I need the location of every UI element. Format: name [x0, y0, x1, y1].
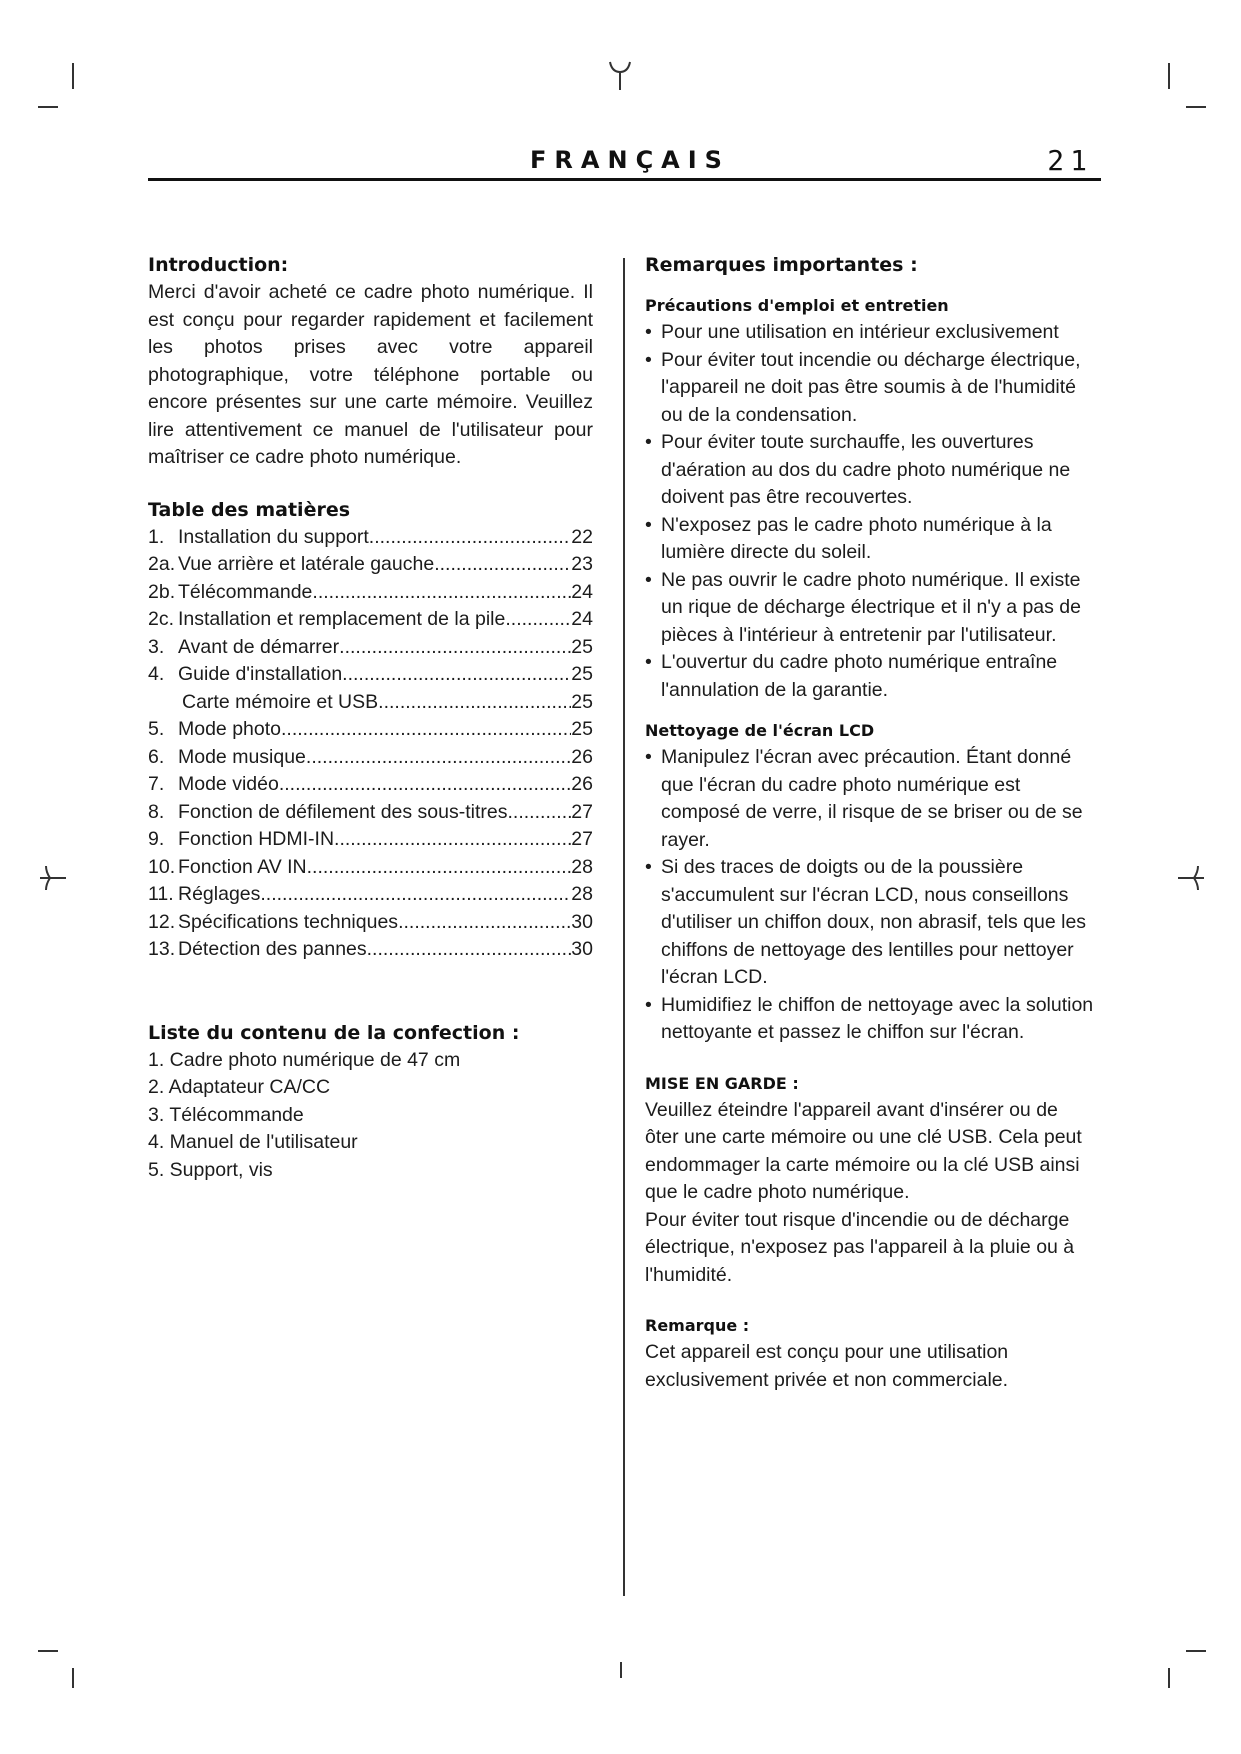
crop-mark: [38, 1650, 58, 1652]
toc-item-page: 24: [571, 580, 593, 603]
toc-item-label: Télécommande: [178, 580, 313, 603]
contents-list-heading: Liste du contenu de la confection :: [148, 1021, 520, 1044]
toc-item-page: 25: [571, 635, 593, 658]
toc-heading: Table des matières: [148, 498, 351, 521]
toc-item-label: Fonction AV IN: [178, 855, 307, 878]
precautions-list: [645, 319, 1095, 704]
contents-list-item: 5. Support, vis: [148, 1158, 273, 1181]
toc-item-label: Mode vidéo: [178, 773, 279, 795]
toc-item-page: 26: [571, 773, 593, 795]
toc-item-page: 28: [571, 883, 593, 905]
page-number: 21: [1047, 144, 1093, 177]
crop-mark: [72, 1668, 74, 1688]
toc-item-label: Mode photo: [178, 718, 281, 740]
crop-mark: [1186, 1650, 1206, 1652]
toc-item-number: 13.: [148, 938, 176, 960]
toc-item-page: 27: [571, 800, 593, 823]
cleaning-item: • Si des traces de doigts ou de la poussière s'accumulent sur l'écran LCD, nous conseillons d'utiliser un chiffon doux, non abrasif, tels que les chiffons de nettoyage des lentilles pour nettoyer l'écran LCD.: [645, 854, 1095, 992]
toc-item: [148, 881, 593, 909]
toc-item-page: 24: [571, 608, 593, 630]
toc-item-number: 2c.: [148, 608, 175, 630]
contents-list-item: 1. Cadre photo numérique de 47 cm: [148, 1048, 461, 1071]
toc-item-number: 10.: [148, 855, 176, 878]
toc-item: [148, 826, 593, 854]
registration-mark-left: [36, 862, 68, 894]
toc-item: [148, 771, 593, 799]
contents-list-item: 4. Manuel de l'utilisateur: [148, 1131, 358, 1153]
toc-item-number: 12.: [148, 910, 176, 933]
precaution-item: • Pour éviter tout incendie ou décharge électrique, l'appareil ne doit pas être soumis à de l'humidité ou de la condensation.: [645, 347, 1095, 430]
toc-item-label: Détection des pannes: [178, 938, 367, 960]
warning-section: [645, 1071, 1095, 1290]
toc-item: [148, 579, 593, 607]
cleaning-list: [645, 744, 1095, 1047]
toc-item-label: Spécifications techniques: [178, 910, 399, 933]
toc-item-label: Carte mémoire et USB: [182, 690, 379, 713]
toc-item: [148, 689, 593, 717]
toc-section: [148, 496, 593, 964]
toc-item: [148, 909, 593, 937]
cleaning-item: • Manipulez l'écran avec précaution. Étant donné que l'écran du cadre photo numérique est composé de verre, il risque de se briser ou de se rayer.: [645, 744, 1095, 854]
toc-item: [148, 716, 593, 744]
toc-item-label: Réglages: [178, 883, 261, 905]
toc-item-label: Mode musique: [178, 745, 306, 768]
page-header-title: FRANÇAIS: [530, 146, 730, 174]
toc-item-number: 4.: [148, 663, 165, 685]
toc-item: [148, 551, 593, 579]
introduction-section: [148, 251, 593, 472]
registration-mark-top: [604, 60, 636, 92]
toc-item-number: 6.: [148, 745, 165, 768]
header-rule: [148, 178, 1101, 181]
toc-list: [148, 524, 593, 964]
toc-item-page: 26: [571, 745, 593, 768]
remarks-heading: Remarques importantes :: [645, 254, 918, 276]
precautions-section: [645, 293, 1095, 704]
precaution-item: • Ne pas ouvrir le cadre photo numérique. Il existe un rique de décharge électrique et il n'y a pas de pièces à l'intérieur à entretenir par l'utilisateur.: [645, 567, 1095, 650]
cleaning-section: [645, 718, 1095, 1047]
toc-item-number: 5.: [148, 718, 165, 740]
contents-list: [148, 1047, 593, 1185]
crop-mark: [1186, 106, 1206, 108]
toc-item: [148, 744, 593, 772]
crop-mark: [1168, 1668, 1170, 1688]
contents-list-item: 3. Télécommande: [148, 1103, 304, 1126]
toc-item-page: 25: [571, 663, 593, 685]
toc-item: [148, 524, 593, 552]
crop-mark: [72, 63, 74, 89]
toc-item-label: Fonction de défilement des sous-titres: [178, 800, 508, 823]
introduction-heading: Introduction:: [148, 254, 289, 276]
toc-item-number: 1.: [148, 525, 165, 548]
toc-item: [148, 606, 593, 634]
note-section: [645, 1313, 1095, 1394]
toc-item: [148, 634, 593, 662]
precaution-item: • N'exposez pas le cadre photo numérique à la lumière directe du soleil.: [645, 512, 1095, 567]
toc-item: [148, 799, 593, 827]
note-heading: Remarque :: [645, 1316, 750, 1335]
crop-mark: [1168, 63, 1170, 89]
toc-item-number: 11.: [148, 883, 174, 905]
toc-item-label: Installation du support: [178, 525, 369, 548]
left-column: [148, 251, 593, 1184]
contents-list-section: [148, 1019, 593, 1185]
toc-item-label: Fonction HDMI-IN: [178, 828, 335, 850]
toc-item-number: 9.: [148, 828, 165, 850]
contents-list-item: 2. Adaptateur CA/CC: [148, 1076, 331, 1098]
precautions-heading: Précautions d'emploi et entretien: [645, 296, 949, 315]
toc-item-page: 22: [571, 525, 593, 548]
toc-item-label: Vue arrière et latérale gauche: [178, 553, 435, 575]
registration-mark-right: [1176, 862, 1208, 894]
toc-item: [148, 936, 593, 964]
crop-mark: [620, 1662, 622, 1678]
toc-item-page: 27: [571, 828, 593, 850]
right-column: [645, 251, 1095, 1394]
toc-item-number: 7.: [148, 773, 165, 795]
toc-item-page: 23: [571, 553, 593, 575]
column-divider: [623, 258, 625, 1596]
cleaning-item: • Humidifiez le chiffon de nettoyage avec la solution nettoyante et passez le chiffon sur l'écran.: [645, 992, 1095, 1047]
precaution-item: • Pour éviter toute surchauffe, les ouvertures d'aération au dos du cadre photo numérique ne doivent pas être recouvertes.: [645, 429, 1095, 512]
toc-item-label: Installation et remplacement de la pile: [178, 608, 506, 630]
toc-item-page: 28: [571, 855, 593, 878]
toc-item-number: 2a.: [148, 553, 176, 575]
toc-item: [148, 661, 593, 689]
toc-item-page: 25: [571, 690, 593, 713]
precaution-item: • Pour une utilisation en intérieur exclusivement: [645, 319, 1095, 347]
toc-item-page: 25: [571, 718, 593, 740]
toc-item-number: 3.: [148, 635, 165, 658]
toc-item-label: Guide d'installation: [178, 663, 343, 685]
cleaning-heading: Nettoyage de l'écran LCD: [645, 721, 875, 740]
warning-heading: MISE EN GARDE :: [645, 1073, 799, 1093]
toc-item-page: 30: [571, 938, 593, 960]
note-text: Cet appareil est conçu pour une utilisation exclusivement privée et non commerciale.: [645, 1341, 1009, 1391]
toc-item-number: 2b.: [148, 580, 176, 603]
precaution-item: • L'ouvertur du cadre photo numérique entraîne l'annulation de la garantie.: [645, 649, 1095, 704]
crop-mark: [38, 106, 58, 108]
toc-item-page: 30: [571, 910, 593, 933]
warning-text: Pour éviter tout risque d'incendie ou de décharge électrique, n'exposez pas l'appareil à la pluie ou à l'humidité.: [645, 1208, 1075, 1286]
toc-item: [148, 854, 593, 882]
introduction-text: Merci d'avoir acheté ce cadre photo numérique. Il est conçu pour regarder rapidement et facilement les photos prises avec votre appareil photographique, votre téléphone portable ou encore présentes sur une carte mémoire. Veuillez lire attentivement ce manuel de l'utilisateur pour maîtriser ce cadre photo numérique.: [148, 281, 593, 468]
toc-item-label: Avant de démarrer: [178, 635, 340, 658]
warning-text: Veuillez éteindre l'appareil avant d'insérer ou de ôter une carte mémoire ou une clé USB. Cela peut endommager la carte mémoire ou la clé USB ainsi que le cadre photo numérique.: [645, 1098, 1082, 1203]
toc-item-number: 8.: [148, 800, 165, 823]
